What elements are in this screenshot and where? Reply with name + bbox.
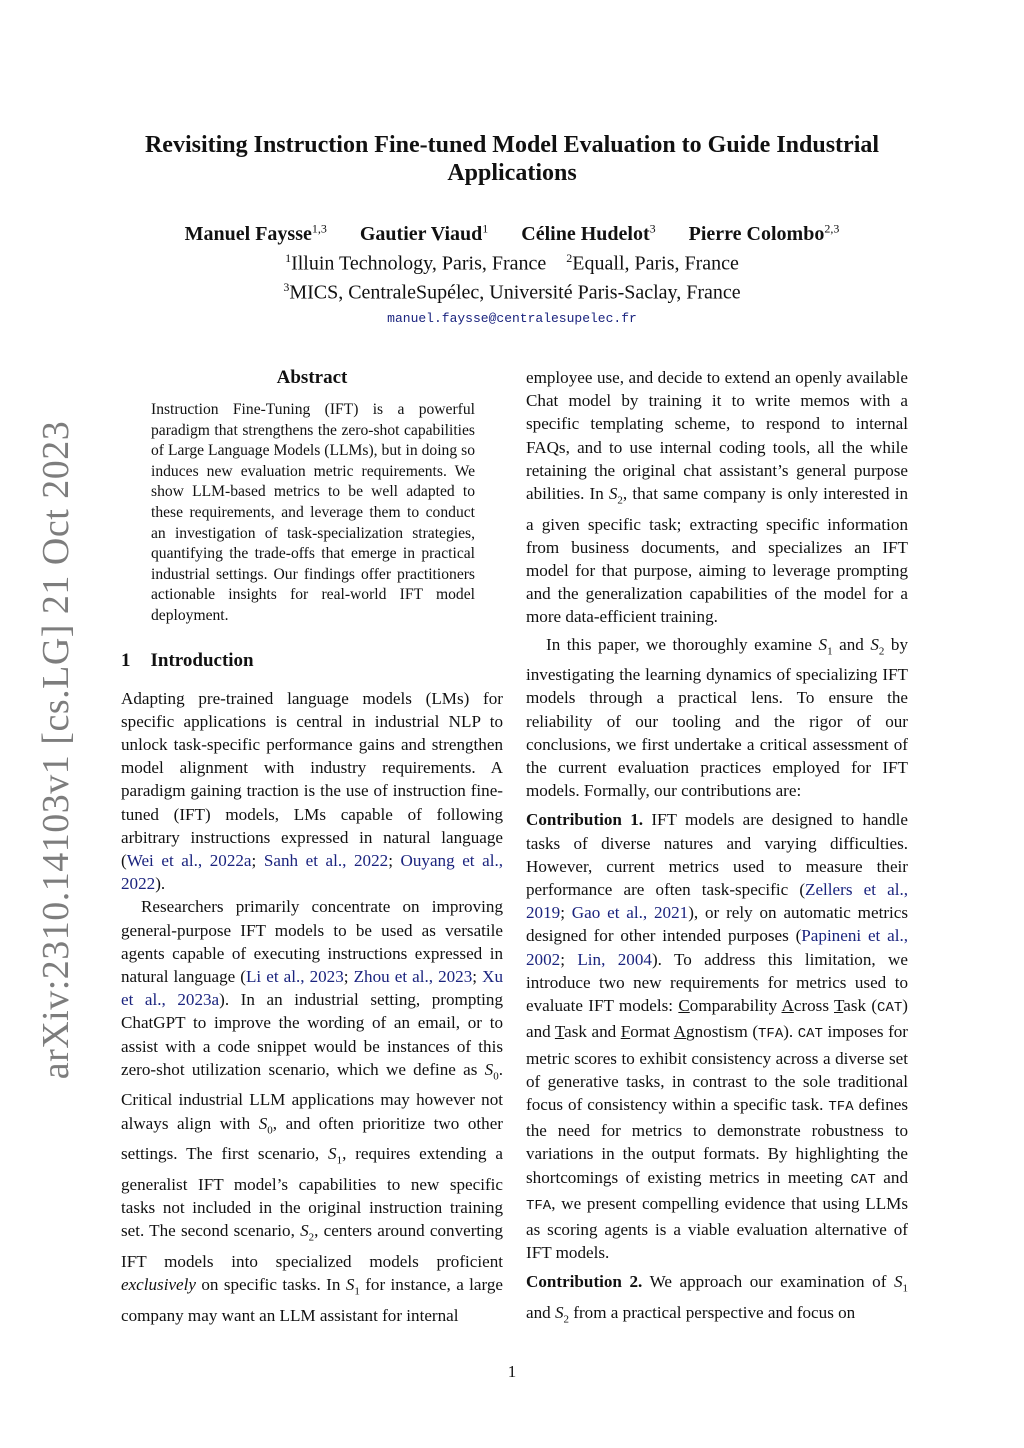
author: Gautier Viaud$^1$ (359, 221, 489, 245)
arxiv-stamp-text: arXiv:2310.14103v1 [cs.LG] 21 Oct 2023 (35, 420, 77, 1080)
contribution-label: Contribution 2. (526, 1272, 643, 1292)
citation-link[interactable]: Li et al., 2023 (245, 966, 344, 986)
citation-link[interactable]: Lin, 2004 (577, 949, 652, 969)
citation-link[interactable]: Zellers et al., 2019 (526, 880, 908, 923)
citation-link[interactable]: Sanh et al., 2022 (263, 850, 389, 870)
author: Pierre Colombo$^{2,3}$ (688, 221, 840, 245)
intro-paragraph-2: Researchers primarily concentrate on improving general-purpose IFT models to be used as versatile agents capable of executing instructions expressed in natural language (Li et al., 2023; Zhou et al., 2023; Xu et al., 2023a). In an industrial setting, prompting ChatGPT to improve the wording of an email, or to assist with a code snippet would be instances of this zero-shot utilization scenario, which we define as $S_0$. Critical industrial LLM applications may however not always align with $S_0$, and often prioritize two other settings. The first scenario, $S_1$, requires extending a generalist IFT model’s capabilities to new specific tasks not included in the original instruction training set. The second scenario, $S_2$, centers around converting IFT models into specialized models proficient exclusively on specific tasks. In $S_1$ for instance, a large company may want an LLM assistant for internal (121, 897, 504, 1325)
cat-acronym: CAT (877, 1000, 903, 1017)
affiliation-line-2: $^3$MICS, CentraleSupélec, Université Paris-Saclay, France (283, 280, 741, 304)
citation-link[interactable]: Wei et al., 2022a (126, 850, 252, 870)
intro-paragraph-1: Adapting pre-trained language models (LMs) for specific applications is central in industrial NLP to unlock task-specific performance gains and strengthen model alignment with industry requirements. A paradigm gaining traction is the use of instruction fine-tuned (IFT) models, LMs capable of following arbitrary instructions expressed in natural language (Wei et al., 2022a; Sanh et al., 2022; Ouyang et al., 2022). (121, 688, 504, 894)
math-s2: $S_2$ (300, 1221, 315, 1244)
contribution-label: Contribution 1. (526, 810, 644, 830)
contribution-2: Contribution 2. We approach our examination of $S_1$ and $S_2$ from a practical perspective and focus on (526, 1272, 908, 1326)
author-email[interactable]: manuel.faysse@centralesupelec.fr (387, 310, 637, 326)
paper-title (120, 131, 904, 187)
math-s1: $S_1$ (818, 634, 833, 658)
math-s1: $S_1$ (893, 1272, 908, 1295)
contribution-1: Contribution 1. IFT models are designed to handle tasks of diverse natures and varying difficulties. However, current metrics used to measure their performance are often task-specific (Zellers et al., 2019; Gao et al., 2021), or rely on automatic metrics designed for other intended purposes (Papineni et al., 2002; Lin, 2004). To address this limitation, we introduce two new requirements for metrics used to evaluate IFT models: Comparability Across Task (CAT) and Task and Format Agnostism (TFA). CAT imposes for metric scores to exhibit consistency across a diverse set of generative tasks, in contrast to the sole traditional focus of consistency within a specific task. TFA defines the need for metrics to demonstrate robustness to variations in the output formats. By highlighting the shortcomings of existing metrics in meeting CAT and TFA, we present compelling evidence that using LLMs as scoring agents is a viable evaluation alternative of IFT models. (526, 810, 909, 1263)
citation-link[interactable]: Zhou et al., 2023 (353, 966, 473, 986)
author: Manuel Faysse$^{1,3}$ (184, 221, 327, 245)
math-s1: $S_1$ (345, 1275, 360, 1298)
tfa-acronym: TFA (526, 1197, 552, 1214)
cat-acronym: CAT (850, 1171, 876, 1188)
arxiv-stamp (28, 420, 84, 1080)
abstract-text: Instruction Fine-Tuning (IFT) is a powerful paradigm that strengthens the zero-shot capabilities of Large Language Models (LLMs), but in doing so induces new evaluation metric requirements. We show LLM-based metrics to be well adapted to these requirements, and leverage them to conduct an investigation of task-specialization strategies, quantifying the trade-offs that emerge in practical industrial settings. Our findings offer practitioners actionable insights for real-world IFT model deployment. (151, 401, 475, 624)
author-names (60, 216, 964, 246)
math-s2: $S_2$ (870, 634, 885, 658)
section-heading-introduction: 1 Introduction (121, 649, 254, 671)
math-s2: $S_2$ (608, 484, 623, 507)
math-s2: $S_2$ (554, 1302, 570, 1326)
math-s0: $S_0$ (258, 1113, 273, 1136)
citation-link[interactable]: Xu et al., 2023a (121, 966, 503, 1010)
cat-acronym: CAT (797, 1026, 823, 1043)
math-s1: $S_1$ (328, 1144, 343, 1167)
intro-paragraph-2-continued: employee use, and decide to extend an openly available Chat model by training it to write memos with a specific templating scheme, to respond to internal FAQs, and to use internal coding tools, all the while retaining the original chat assistant’s general purpose abilities. In $S_2$, that same company is only interested in a given specific task; extracting specific information from business documents, and specializes an IFT model for that purpose, aiming to leverage prompting and the generalization capabilities of the model for a more data-efficient training. (526, 368, 908, 627)
tfa-acronym: TFA (758, 1026, 784, 1043)
title-line-1: Revisiting Instruction Fine-tuned Model Evaluation to Guide Industrial (144, 132, 880, 158)
author-block (60, 216, 964, 331)
right-column (526, 366, 908, 1332)
citation-link[interactable]: Gao et al., 2021 (571, 903, 689, 923)
citation-link[interactable]: Papineni et al., 2002 (526, 926, 908, 969)
page-number: 1 (507, 1362, 517, 1381)
math-s0: $S_0$ (484, 1059, 499, 1083)
citation-link[interactable]: Ouyang et al., 2022 (121, 850, 504, 894)
left-column (121, 366, 503, 1327)
tfa-acronym: TFA (828, 1098, 854, 1115)
affiliation-line-1: $^1$Illuin Technology, Paris, France $^2$Equall, Paris, France (285, 250, 739, 275)
intro-paragraph-3: In this paper, we thoroughly examine $S_1$ and $S_2$ by investigating the learning dynamics of specializing IFT models through a practical lens. To ensure the reliability of our tooling and the rigor of our conclusions, we first undertake a critical assessment of the current evaluation practices employed for IFT models. Formally, our contributions are: (526, 634, 908, 801)
abstract-heading: Abstract (276, 367, 348, 388)
author: Céline Hudelot$^3$ (521, 221, 656, 245)
title-line-2: Applications (447, 160, 577, 186)
